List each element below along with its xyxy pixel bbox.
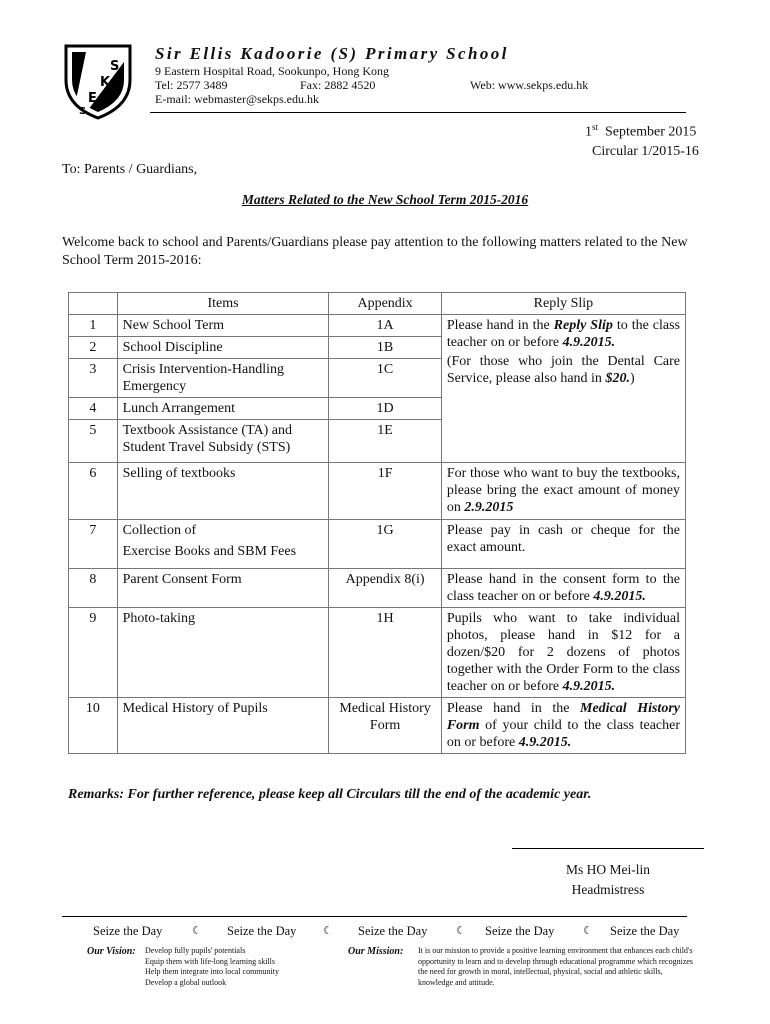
header-reply-slip: Reply Slip [441, 293, 685, 315]
school-address: 9 Eastern Hospital Road, Sookunpo, Hong Kong [155, 64, 389, 78]
table-row: 4 Lunch Arrangement 1D [69, 398, 686, 420]
svg-text:S.: S. [110, 59, 125, 74]
document-title: Matters Related to the New School Term 2015-2016 [241, 192, 529, 207]
table-row: 9 Photo-taking 1H Pupils who want to take individual photos, please hand in $12 for a dozen/$20 for 2 dozens of photos together with the Order Form to the class teacher on or before 4.9.2015. [69, 608, 686, 698]
vision-text: Develop fully pupils' potentials Equip them with life-long learning skills Help them integrate into local community Develop a global outlook [145, 946, 279, 987]
motto: Seize the Day [485, 924, 555, 938]
moon-icon: ☾ [323, 925, 333, 937]
table-header-row [69, 293, 686, 315]
header-divider [150, 112, 686, 113]
remarks: Remarks: For further reference, please keep all Circulars till the end of the academic year. [68, 787, 592, 802]
school-logo [58, 40, 138, 120]
svg-text:K.: K. [100, 75, 116, 90]
header-items: Items [117, 293, 329, 315]
mission-text: It is our mission to provide a positive learning environment that enhances each child's opportunity to learn and to develop through educational programme which recognizes the need for growth in moral, intellectual, physical, social and athletic skills, knowledge and attitude. [418, 946, 694, 987]
motto: Seize the Day [227, 924, 297, 938]
header-appendix: Appendix [329, 293, 441, 315]
motto: Seize the Day [93, 924, 163, 938]
intro-paragraph: Welcome back to school and Parents/Guardians please pay attention to the following matters related to the New School Term 2015-2016: [62, 235, 688, 268]
moon-icon: ☾ [456, 925, 466, 937]
circular-number: Circular 1/2015-16 [592, 144, 699, 159]
school-fax: Fax: 2882 4520 [300, 78, 376, 92]
table-row: 1 New School Term 1A Please hand in the Reply Slip to the class teacher on or before 4.9.2015. (For those who join the Dental Care Service, please also hand in $20.) [69, 315, 686, 337]
signatory-name: Ms HO Mei-lin [566, 862, 650, 877]
moon-icon: ☾ [192, 925, 202, 937]
reply-slip-group: Please hand in the Reply Slip to the class teacher on or before 4.9.2015. (For those who join the Dental Care Service, please also hand in $20.) [441, 315, 685, 463]
table-row: 7 Collection of Exercise Books and SBM Fees 1G Please pay in cash or cheque for the exact amount. [69, 520, 686, 569]
table-row: 8 Parent Consent Form Appendix 8(i) Please hand in the consent form to the class teacher on or before 4.9.2015. [69, 569, 686, 608]
signatory-title: Headmistress [571, 882, 645, 897]
addressee: To: Parents / Guardians, [62, 162, 198, 177]
signature-line [512, 848, 704, 849]
school-web: Web: www.sekps.edu.hk [470, 78, 589, 92]
table-row: 10 Medical History of Pupils Medical History Form Please hand in the Medical History Form of your child to the class teacher on or before 4.9.2015. [69, 698, 686, 754]
footer-divider [62, 916, 687, 917]
table-row: 6 Selling of textbooks 1F For those who want to buy the textbooks, please bring the exact amount of money on 2.9.2015 [69, 463, 686, 520]
table-row: 5 Textbook Assistance (TA) and Student Travel Subsidy (STS) 1E [69, 420, 686, 463]
school-email: E-mail: webmaster@sekps.edu.hk [155, 92, 320, 106]
motto: Seize the Day [358, 924, 428, 938]
circular-date: 1st September 2015 [585, 122, 697, 140]
table-row: 2 School Discipline 1B [69, 337, 686, 359]
svg-text:S.: S. [79, 106, 91, 117]
moon-icon: ☾ [583, 925, 593, 937]
matters-table [68, 292, 686, 754]
vision-label: Our Vision: [87, 946, 136, 957]
mission-label: Our Mission: [348, 946, 404, 957]
school-name: Sir Ellis Kadoorie (S) Primary School [155, 44, 509, 63]
table-row: 3 Crisis Intervention-Handling Emergency 1C [69, 359, 686, 398]
school-tel: Tel: 2577 3489 [155, 78, 228, 92]
motto: Seize the Day [610, 924, 680, 938]
svg-text:E.: E. [88, 91, 102, 106]
